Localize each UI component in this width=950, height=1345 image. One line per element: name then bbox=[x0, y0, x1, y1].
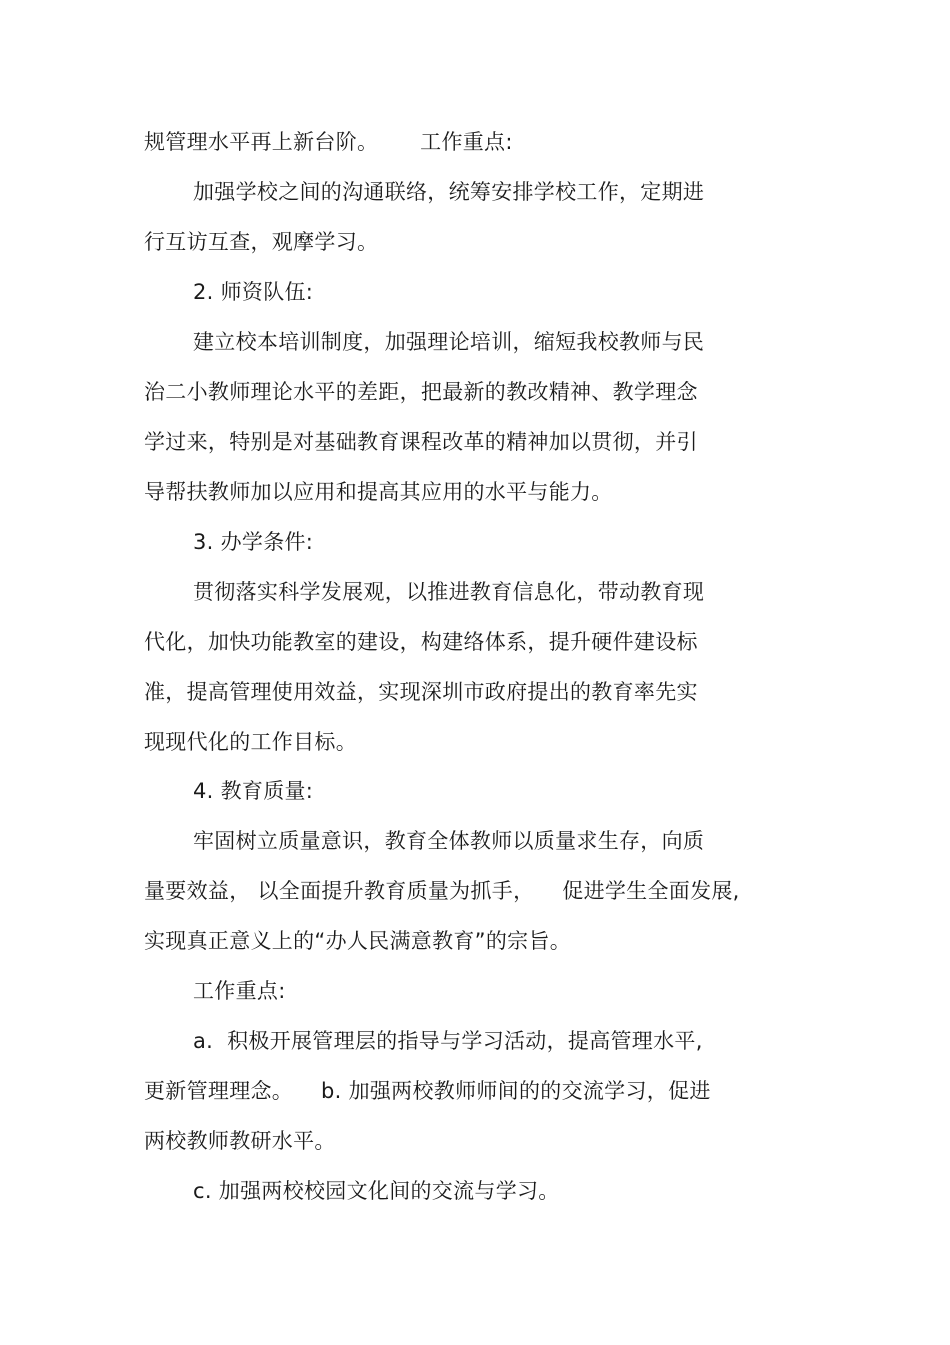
text-line: 规管理水平再上新台阶。 工作重点: bbox=[144, 130, 513, 154]
section-heading: 4. 教育质量: bbox=[193, 779, 314, 803]
text-line: 行互访互查，观摩学习。 bbox=[144, 230, 379, 254]
section-heading: 2. 师资队伍: bbox=[193, 280, 314, 304]
list-item: c. 加强两校校园文化间的交流与学习。 bbox=[193, 1179, 560, 1203]
text-line: 导帮扶教师加以应用和提高其应用的水平与能力。 bbox=[144, 480, 613, 504]
text-line: 治二小教师理论水平的差距，把最新的教改精神、教学理念 bbox=[144, 380, 698, 404]
text-line: 准，提高管理使用效益，实现深圳市政府提出的教育率先实 bbox=[144, 680, 698, 704]
text-line: 代化，加快功能教室的建设，构建络体系，提升硬件建设标 bbox=[144, 630, 698, 654]
text-line: 加强学校之间的沟通联络，统筹安排学校工作，定期进 bbox=[193, 180, 705, 204]
text-line: 学过来，特别是对基础教育课程改革的精神加以贯彻，并引 bbox=[144, 430, 698, 454]
text-line: 两校教师教研水平。 bbox=[144, 1129, 336, 1153]
list-item: a. 积极开展管理层的指导与学习活动，提高管理水平, bbox=[193, 1029, 703, 1053]
text-line: 现现代化的工作目标。 bbox=[144, 730, 357, 754]
text-line: 实现真正意义上的“办人民满意教育”的宗旨。 bbox=[144, 929, 572, 953]
text-line: 建立校本培训制度，加强理论培训，缩短我校教师与民 bbox=[193, 330, 705, 354]
text-line: 牢固树立质量意识，教育全体教师以质量求生存，向质 bbox=[193, 829, 705, 853]
section-heading: 3. 办学条件: bbox=[193, 530, 314, 554]
text-line: 贯彻落实科学发展观，以推进教育信息化，带动教育现 bbox=[193, 580, 705, 604]
text-line: 量要效益， 以全面提升教育质量为抓手， 促进学生全面发展, bbox=[144, 879, 740, 903]
section-heading: 工作重点: bbox=[193, 979, 286, 1003]
list-item: 更新管理理念。 b. 加强两校教师师间的的交流学习，促进 bbox=[144, 1079, 711, 1103]
